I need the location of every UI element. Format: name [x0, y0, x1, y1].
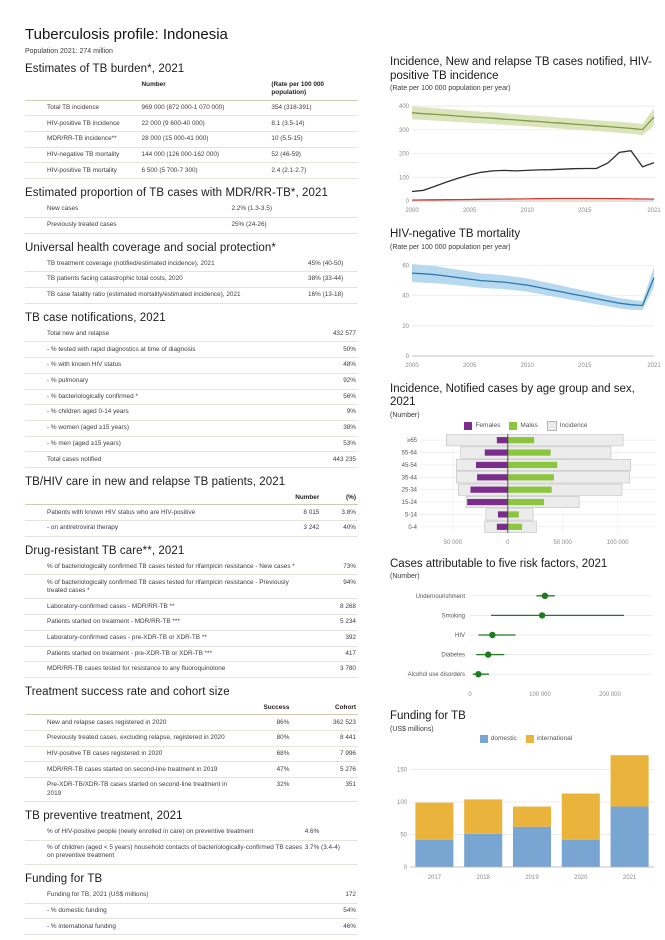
x-tick-label: 2020 [574, 874, 588, 881]
chart-title-funding: Funding for TB [390, 710, 466, 723]
y-tick-label: 60 [402, 263, 409, 270]
table-cell: - % children aged 0-14 years [47, 408, 129, 416]
section-heading-preventive: TB preventive treatment, 2021 [25, 810, 183, 823]
risk-factor-label: Diabetes [441, 652, 465, 659]
chart-title-age-sex: Incidence, Notified cases by age group and sex, 2021 [390, 382, 635, 409]
x-tick-label: 0 [468, 692, 472, 699]
domestic-bar [513, 827, 551, 867]
table-cell: New and relapse cases registered in 2020 [47, 718, 167, 726]
section-heading-success: Treatment success rate and cohort size [25, 686, 230, 698]
table-row [25, 662, 358, 678]
page-title: Tuberculosis profile: Indonesia [25, 26, 228, 43]
table-cell: 32% [276, 781, 290, 789]
table-cell: 6 500 (5 700-7 300) [141, 166, 198, 174]
table-header-cell: (Rate per 100 000 population) [271, 80, 324, 96]
estimate-dot [485, 652, 491, 658]
age-group-label: 45-54 [401, 462, 417, 469]
legend-label: Females [475, 422, 501, 430]
table-cell: 10 (5.5-15) [271, 135, 303, 143]
table-row [25, 132, 358, 148]
table-header-row [25, 78, 358, 101]
international-bar [513, 806, 551, 826]
legend-item [509, 422, 537, 430]
chart-block-notified [390, 56, 662, 216]
section-heading-funding: Funding for TB [25, 872, 103, 885]
chart-subtitle-age-sex: (Number) [390, 411, 420, 419]
table-cell: 46% [343, 922, 356, 930]
table-cell: MDR/RR-TB cases started on second-line treatment in 2019 [47, 765, 218, 773]
chart-subtitle-risk-factors: (Number) [390, 573, 420, 581]
table-row [25, 919, 358, 935]
x-tick-label: 2005 [462, 208, 477, 215]
international-bar [611, 755, 649, 806]
table-cell: 8 015 [303, 508, 320, 516]
table-cell: Total cases notified [47, 455, 102, 463]
table-cell: 3 242 [303, 524, 320, 532]
x-tick-label: 2015 [578, 208, 592, 215]
x-tick-label: 200 000 [599, 692, 621, 699]
legend-item [480, 735, 517, 743]
x-tick-label: 2000 [405, 362, 419, 369]
table-cell: 969 000 (872 000-1 070 000) [141, 103, 225, 111]
table-row [25, 615, 358, 631]
y-tick-label: 20 [402, 323, 409, 330]
y-tick-label: 0 [403, 864, 407, 871]
legend-label: Incidence [559, 422, 588, 430]
male-bar [508, 499, 544, 505]
table-cell: 54% [343, 906, 356, 914]
table-row [25, 715, 358, 731]
table-cell: 2.4 (2.1-2.7) [271, 166, 307, 174]
age-group-label: 35-44 [401, 475, 417, 482]
risk-factor-label: Smoking [441, 613, 465, 620]
international-bar [562, 793, 600, 839]
section-heading-mdr-proportion: Estimated proportion of TB cases with MDR/RR-TB*, 2021 [25, 187, 329, 200]
age-group-label: 15-24 [401, 499, 417, 506]
table-cell: 40% [343, 524, 356, 532]
domestic-bar [415, 840, 453, 867]
table-cell: HIV-positive TB incidence [47, 119, 120, 127]
domestic-bar [562, 840, 600, 867]
table-cell: - % pulmonary [47, 376, 89, 384]
female-bar [467, 499, 508, 505]
table-cell: HIV-negative TB mortality [47, 150, 120, 158]
table-cell: - % women (aged ≥15 years) [47, 424, 130, 432]
table-header-cell: (%) [346, 493, 356, 501]
table-row [25, 202, 358, 218]
tables-column [25, 26, 358, 935]
table-row [25, 560, 358, 576]
legend-swatch-icon [547, 421, 557, 431]
y-tick-label: 50 [400, 832, 407, 839]
table-cell: Laboratory-confirmed cases - pre-XDR-TB or XDR-TB ** [47, 634, 207, 642]
y-tick-label: 0 [405, 199, 409, 206]
x-tick-label: 2005 [462, 362, 477, 369]
age-group-label: 0-4 [408, 524, 417, 531]
x-tick-label: 50 000 [553, 539, 572, 546]
legend-label: Males [520, 422, 538, 430]
table-cell: - % bacteriologically confirmed * [47, 392, 138, 400]
table-row [25, 272, 358, 288]
table-cell: 38% [343, 424, 356, 432]
age-group-label: 5-14 [404, 512, 417, 519]
legend-swatch-icon [526, 735, 534, 743]
table-cell: Patients started on treatment - MDR/RR-TB *** [47, 618, 180, 626]
x-tick-label: 2010 [520, 362, 534, 369]
chart-subtitle-funding: (US$ millions) [390, 725, 434, 733]
table-row [25, 327, 358, 343]
table-cell: 443 235 [332, 455, 356, 463]
table-row [25, 575, 358, 599]
estimate-dot [539, 613, 545, 619]
series-line [412, 151, 654, 192]
dotci-chart-risk-factors [390, 582, 662, 698]
table-row [25, 762, 358, 778]
table-row [25, 505, 358, 521]
legend-item [464, 422, 500, 430]
x-tick-label: 2019 [525, 874, 539, 881]
table-cell: 3.7% (3.4-4) [304, 844, 340, 852]
table-cell: 28 000 (15 000-41 000) [141, 135, 209, 143]
chart-title-mortality: HIV-negative TB mortality [390, 228, 521, 241]
chart-title-notified: Incidence, New and relapse TB cases notified, HIV-positive TB incidence [390, 56, 652, 82]
table-row [25, 778, 358, 802]
age-group-label: 25-34 [401, 487, 417, 494]
table-cell: Previously treated cases, excluding relapse, registered in 2020 [47, 734, 225, 742]
table-cell: 3 780 [339, 665, 356, 673]
estimate-dot [542, 593, 548, 599]
x-tick-label: 2000 [405, 208, 419, 215]
domestic-bar [464, 834, 502, 867]
table-cell: 3.8% [341, 508, 356, 516]
table-row [25, 116, 358, 132]
age-group-label: ≥65 [407, 438, 417, 444]
age-group-label: 55-64 [401, 450, 417, 457]
section-heading-notifications: TB case notifications, 2021 [25, 311, 166, 324]
y-tick-label: 200 [398, 151, 409, 158]
table-row [25, 437, 358, 453]
legend-funding [390, 735, 662, 743]
table-mdr-proportion [25, 202, 358, 233]
table-header-cell: Cohort [335, 703, 356, 711]
table-cell: 392 [345, 634, 356, 642]
table-cell: MDR/RR-TB cases tested for resistance to any fluoroquinolone [47, 665, 226, 673]
table-preventive [25, 825, 358, 865]
male-bar [508, 437, 534, 443]
chart-subtitle-notified: (Rate per 100 000 population per year) [390, 85, 511, 93]
table-cell: 172 [345, 891, 356, 899]
table-cell: HIV-positive TB cases registered in 2020 [47, 749, 163, 757]
table-cell: 56% [343, 392, 356, 400]
table-cell: TB patients facing catastrophic total costs, 2020 [47, 275, 183, 283]
international-bar [464, 799, 502, 833]
legend-label: domestic [490, 735, 517, 743]
table-cell: TB treatment coverage (notified/estimated incidence), 2021 [47, 259, 215, 267]
female-bar [497, 437, 508, 443]
table-cell: 47% [276, 765, 290, 773]
table-cell: 68% [276, 749, 290, 757]
table-cell: 2.2% (1.3-3.5) [231, 205, 272, 213]
table-cell: 8 268 [339, 602, 356, 610]
table-cell: 9% [346, 408, 356, 416]
female-bar [477, 474, 508, 480]
y-tick-label: 40 [402, 293, 409, 300]
charts-column [390, 56, 662, 894]
y-tick-label: 150 [396, 767, 407, 774]
chart-block-mortality [390, 228, 662, 371]
table-cell: 8.1 (3.5-14) [271, 119, 305, 127]
x-tick-label: 2015 [578, 362, 592, 369]
table-cell: % of HIV-positive people (newly enrolled in care) on preventive treatment [47, 828, 254, 836]
table-success [25, 701, 358, 802]
table-drtb [25, 560, 358, 678]
male-bar [508, 474, 554, 480]
table-cell: 5 276 [339, 765, 356, 773]
female-bar [476, 462, 508, 468]
table-row [25, 599, 358, 615]
table-cell: - % men (aged ≥15 years) [47, 439, 121, 447]
stacked-bar-chart-funding [390, 744, 662, 882]
risk-factor-label: HIV [454, 633, 465, 640]
table-row [25, 904, 358, 920]
legend-swatch-icon [480, 735, 488, 743]
y-tick-label: 100 [396, 799, 407, 806]
line-chart-mortality [390, 253, 662, 371]
table-row [25, 747, 358, 763]
table-cell: Patients with known HIV status who are HIV-positive [47, 508, 196, 516]
table-cell: 86% [276, 718, 290, 726]
table-cell: 354 (318-391) [271, 103, 312, 111]
table-cell: 25% (24-26) [231, 221, 267, 229]
table-row [25, 342, 358, 358]
table-cell: 16% (13-18) [308, 291, 344, 299]
table-burden [25, 78, 358, 179]
x-tick-label: 2021 [647, 362, 661, 369]
y-tick-label: 100 [398, 175, 409, 182]
male-bar [508, 511, 519, 517]
table-cell: - % tested with rapid diagnostics at time of diagnosis [47, 345, 196, 353]
table-cell: 94% [343, 578, 356, 586]
table-tbhiv [25, 491, 358, 537]
table-cell: - % domestic funding [47, 906, 107, 914]
x-tick-label: 100 000 [606, 539, 629, 546]
table-cell: % of bacteriologically confirmed TB cases tested for rifampicin resistance - Previously treated cases * [47, 578, 289, 594]
y-tick-label: 400 [398, 104, 409, 111]
series-line [412, 199, 654, 201]
estimate-dot [475, 671, 481, 677]
table-row [25, 148, 358, 164]
table-cell: 48% [343, 361, 356, 369]
pyramid-chart-age-sex [390, 432, 662, 546]
x-tick-label: 50 000 [443, 539, 463, 546]
female-bar [470, 486, 507, 492]
table-row [25, 405, 358, 421]
table-cell: % of children (aged < 5 years) household contacts of bacteriologically-confirmed TB cases on preventive treatment [47, 844, 303, 860]
table-uhc [25, 257, 358, 304]
table-row [25, 888, 358, 904]
table-row [25, 101, 358, 117]
table-cell: Patients started on treatment - pre-XDR-TB or XDR-TB *** [47, 649, 213, 657]
risk-factor-label: Undernourishment [415, 594, 465, 601]
table-row [25, 358, 358, 374]
legend-item [547, 421, 588, 431]
section-heading-uhc: Universal health coverage and social protection* [25, 241, 276, 254]
table-cell: Funding for TB, 2021 (US$ millions) [47, 891, 149, 899]
x-tick-label: 100 000 [529, 692, 551, 699]
legend-swatch-icon [464, 422, 472, 430]
legend-label: international [536, 735, 573, 743]
section-heading-drtb: Drug-resistant TB care**, 2021 [25, 544, 185, 557]
table-row [25, 452, 358, 468]
table-cell: 73% [343, 562, 356, 570]
legend-item [526, 735, 572, 743]
chart-block-risk-factors [390, 558, 662, 699]
chart-title-risk-factors: Cases attributable to five risk factors, 2021 [390, 557, 608, 570]
table-cell: 92% [343, 376, 356, 384]
x-tick-label: 2021 [647, 208, 661, 215]
table-cell: 50% [343, 345, 356, 353]
female-bar [498, 511, 508, 517]
table-cell: 53% [343, 439, 356, 447]
international-bar [415, 803, 453, 840]
population-note: Population 2021: 274 million [25, 48, 113, 55]
table-cell: - % with known HIV status [47, 361, 122, 369]
table-notifications [25, 327, 358, 468]
risk-factor-label: Alcohol use disorders [407, 672, 465, 679]
table-cell: 8 441 [339, 734, 356, 742]
female-bar [485, 449, 508, 455]
table-cell: 351 [345, 781, 356, 789]
table-cell: 5 234 [339, 618, 356, 626]
x-tick-label: 0 [506, 539, 510, 546]
section-heading-tbhiv: TB/HIV care in new and relapse TB patients, 2021 [25, 476, 286, 489]
table-row [25, 288, 358, 304]
table-cell: 38% (33-44) [308, 275, 344, 283]
chart-block-funding [390, 710, 662, 882]
male-bar [508, 462, 557, 468]
section-heading-burden: Estimates of TB burden*, 2021 [25, 63, 185, 75]
domestic-bar [611, 806, 649, 866]
table-cell: - % international funding [47, 922, 116, 930]
table-cell: 4.6% [304, 828, 320, 836]
x-tick-label: 2010 [520, 208, 534, 215]
table-row [25, 218, 358, 234]
female-bar [497, 524, 508, 530]
table-cell: Total TB incidence [47, 103, 100, 111]
incidence-box [446, 434, 623, 445]
table-cell: Laboratory-confirmed cases - MDR/RR-TB ** [47, 602, 175, 610]
table-row [25, 631, 358, 647]
legend-age-sex [390, 421, 662, 431]
chart-block-age-sex [390, 383, 662, 546]
x-tick-label: 2018 [476, 874, 490, 881]
male-bar [508, 524, 522, 530]
x-tick-label: 2017 [427, 874, 442, 881]
table-cell: TB case fatality ratio (estimated mortality/estimated incidence), 2021 [47, 291, 241, 299]
table-cell: 7 996 [339, 749, 356, 757]
table-row [25, 521, 358, 537]
table-cell: MDR/RR-TB incidence** [47, 135, 117, 143]
y-tick-label: 300 [398, 127, 409, 134]
line-chart-notified [390, 94, 662, 216]
table-cell: % of bacteriologically confirmed TB cases tested for rifampicin resistance - New cases * [47, 562, 295, 570]
table-header-row [25, 701, 358, 715]
table-cell: New cases [47, 205, 79, 213]
table-row [25, 374, 358, 390]
table-cell: Total new and relapse [47, 329, 110, 337]
table-header-cell: Number [141, 80, 166, 88]
table-cell: 432 577 [332, 329, 356, 337]
table-cell: Pre-XDR-TB/XDR-TB cases started on second-line treatment in 2019 [47, 781, 228, 797]
table-row [25, 163, 358, 179]
table-row [25, 731, 358, 747]
table-cell: 45% (40-50) [308, 259, 344, 267]
table-header-cell: Number [295, 493, 320, 501]
table-cell: - on antiretroviral therapy [47, 524, 119, 532]
male-bar [508, 449, 551, 455]
table-row [25, 390, 358, 406]
table-cell: 362 523 [332, 718, 356, 726]
legend-swatch-icon [509, 422, 517, 430]
table-row [25, 257, 358, 273]
table-row [25, 825, 358, 841]
y-tick-label: 0 [405, 353, 409, 360]
x-tick-label: 2021 [622, 874, 637, 881]
estimate-dot [489, 632, 495, 638]
table-cell: 52 (46-59) [271, 150, 301, 158]
table-cell: 417 [345, 649, 356, 657]
table-header-row [25, 491, 358, 505]
table-row [25, 647, 358, 663]
chart-subtitle-mortality: (Rate per 100 000 population per year) [390, 243, 511, 251]
male-bar [508, 486, 552, 492]
table-row [25, 421, 358, 437]
table-cell: 80% [276, 734, 290, 742]
table-cell: 144 000 (126 000-162 000) [141, 150, 220, 158]
table-cell: HIV-positive TB mortality [47, 166, 117, 174]
table-cell: Previously treated cases [47, 221, 117, 229]
table-row [25, 841, 358, 865]
table-cell: 22 000 (9 600-40 000) [141, 119, 205, 127]
table-header-cell: Success [263, 703, 290, 711]
table-funding [25, 888, 358, 935]
